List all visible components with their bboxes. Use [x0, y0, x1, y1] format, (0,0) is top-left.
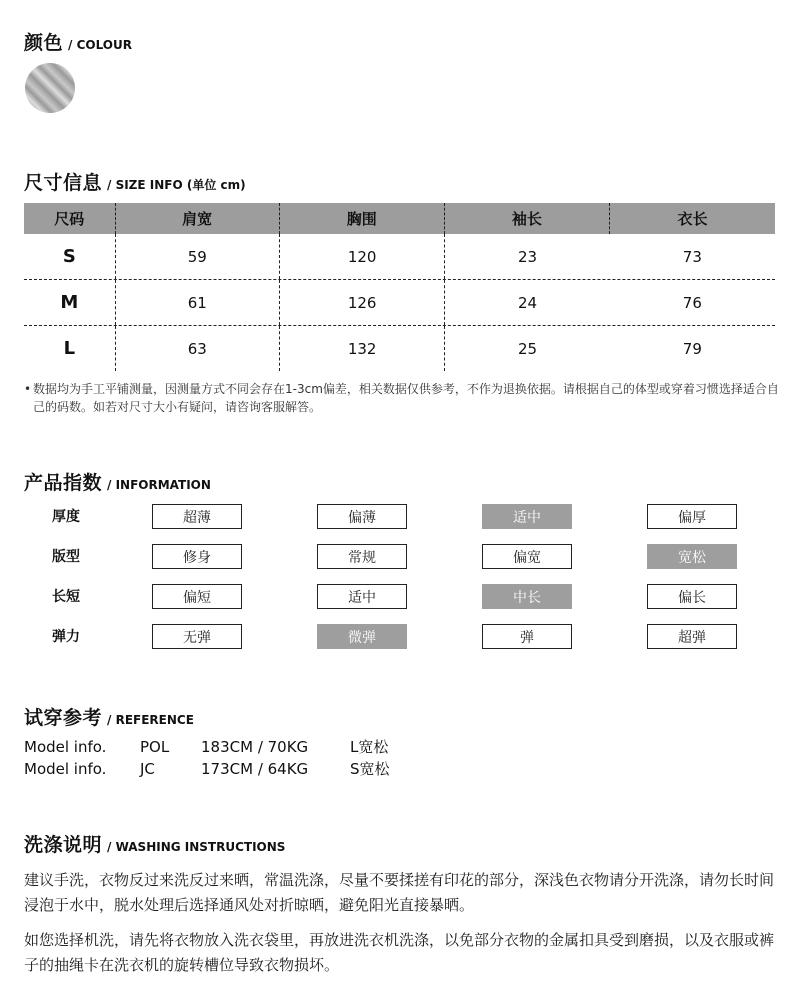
- fit-option-regular[interactable]: 常规: [317, 544, 407, 569]
- info-row-thickness: [24, 502, 784, 542]
- info-row-fit: [24, 542, 784, 582]
- size-cell: 79: [682, 339, 702, 358]
- size-row-l: [24, 325, 775, 371]
- elasticity-option-stretch[interactable]: 弹: [482, 624, 572, 649]
- info-row-elasticity: [24, 622, 784, 662]
- size-row-m: [24, 279, 775, 325]
- model-name: JC: [140, 760, 155, 778]
- model-size-fit: L宽松: [350, 738, 389, 756]
- thickness-option-thin[interactable]: 偏薄: [317, 504, 407, 529]
- washing-section-title: [24, 830, 285, 857]
- colour-swatch-grey[interactable]: [25, 63, 75, 113]
- size-cell: 73: [682, 247, 702, 266]
- size-cell: M: [60, 292, 79, 313]
- fit-option-slightly-loose[interactable]: 偏宽: [482, 544, 572, 569]
- size-info-section-title: [24, 168, 246, 195]
- length-option-mid-long[interactable]: 中长: [482, 584, 572, 609]
- length-option-medium[interactable]: 适中: [317, 584, 407, 609]
- reference-table: [24, 736, 444, 780]
- size-cell: 59: [115, 234, 279, 279]
- reference-title-en: / REFERENCE: [107, 713, 194, 727]
- info-label-thickness: 厚度: [52, 509, 80, 525]
- thickness-option-thick[interactable]: 偏厚: [647, 504, 737, 529]
- information-title-zh: 产品指数: [24, 472, 103, 494]
- info-label-elasticity: 弹力: [52, 629, 80, 645]
- model-name: POL: [140, 738, 170, 756]
- info-row-length: [24, 582, 784, 622]
- size-cell: 63: [115, 326, 279, 371]
- colour-section-title: [24, 28, 132, 55]
- note-bullet: •: [24, 382, 32, 396]
- colour-title-zh: 颜色: [24, 32, 64, 54]
- thickness-option-medium[interactable]: 适中: [482, 504, 572, 529]
- length-option-long[interactable]: 偏长: [647, 584, 737, 609]
- size-cell: 23: [444, 234, 609, 279]
- thickness-option-ultra-thin[interactable]: 超薄: [152, 504, 242, 529]
- size-info-title-en: / SIZE INFO (单位 cm): [107, 178, 246, 192]
- size-header-length: 衣长: [609, 203, 775, 234]
- size-cell: 24: [444, 280, 609, 325]
- model-size-fit: S宽松: [350, 760, 390, 778]
- reference-title-zh: 试穿参考: [24, 707, 103, 729]
- info-label-fit: 版型: [52, 549, 80, 565]
- size-table-header: [24, 203, 775, 234]
- information-grid: [24, 502, 784, 662]
- size-cell: 61: [115, 280, 279, 325]
- size-cell: S: [62, 246, 76, 267]
- size-cell: 76: [682, 293, 702, 312]
- info-label-length: 长短: [52, 589, 80, 605]
- model-height-weight: 173CM / 64KG: [201, 760, 309, 778]
- size-header-shoulder: 肩宽: [115, 203, 279, 234]
- washing-paragraph-machine: 如您选择机洗，请先将衣物放入洗衣袋里，再放进洗衣机洗涤，以免部分衣物的金属扣具受到磨损，以及衣服或裤子的抽绳卡在洗衣机的旋转槽位导致衣物损坏。: [24, 931, 775, 974]
- size-cell: 132: [279, 326, 444, 371]
- washing-title-zh: 洗涤说明: [24, 834, 103, 856]
- reference-section-title: [24, 703, 194, 730]
- information-section-title: [24, 468, 211, 495]
- size-header-size: 尺码: [54, 210, 85, 228]
- length-option-short[interactable]: 偏短: [152, 584, 242, 609]
- size-table: [24, 203, 775, 371]
- washing-title-en: / WASHING INSTRUCTIONS: [107, 840, 286, 854]
- size-info-title-zh: 尺寸信息: [24, 172, 103, 194]
- washing-paragraph-hand: 建议手洗，衣物反过来洗反过来晒，常温洗涤，尽量不要揉搓有印花的部分，深浅色衣物请分开洗涤，请勿长时间浸泡于水中，脱水处理后选择通风处对折晾晒，避免阳光直接暴晒。: [24, 871, 775, 914]
- elasticity-option-slight[interactable]: 微弹: [317, 624, 407, 649]
- reference-row: [24, 758, 444, 780]
- size-note: [24, 380, 784, 416]
- reference-row: [24, 736, 444, 758]
- size-header-sleeve: 袖长: [444, 203, 609, 234]
- size-cell: 126: [279, 280, 444, 325]
- size-cell: 120: [279, 234, 444, 279]
- model-height-weight: 183CM / 70KG: [201, 738, 309, 756]
- model-info-label: Model info.: [24, 760, 107, 778]
- size-note-text: 数据均为手工平铺测量，因测量方式不同会存在1-3cm偏差，相关数据仅供参考，不作为退换依据。请根据自己的体型或穿着习惯选择适合自己的码数。如若对尺寸大小有疑问，请咨询客服解答。: [33, 382, 779, 414]
- size-cell: 25: [444, 326, 609, 371]
- fit-option-loose[interactable]: 宽松: [647, 544, 737, 569]
- size-row-s: [24, 234, 775, 279]
- elasticity-option-none[interactable]: 无弹: [152, 624, 242, 649]
- information-title-en: / INFORMATION: [107, 478, 211, 492]
- size-header-chest: 胸围: [279, 203, 444, 234]
- elasticity-option-super[interactable]: 超弹: [647, 624, 737, 649]
- colour-title-en: / COLOUR: [68, 38, 132, 52]
- model-info-label: Model info.: [24, 738, 107, 756]
- fit-option-slim[interactable]: 修身: [152, 544, 242, 569]
- size-cell: L: [63, 338, 76, 359]
